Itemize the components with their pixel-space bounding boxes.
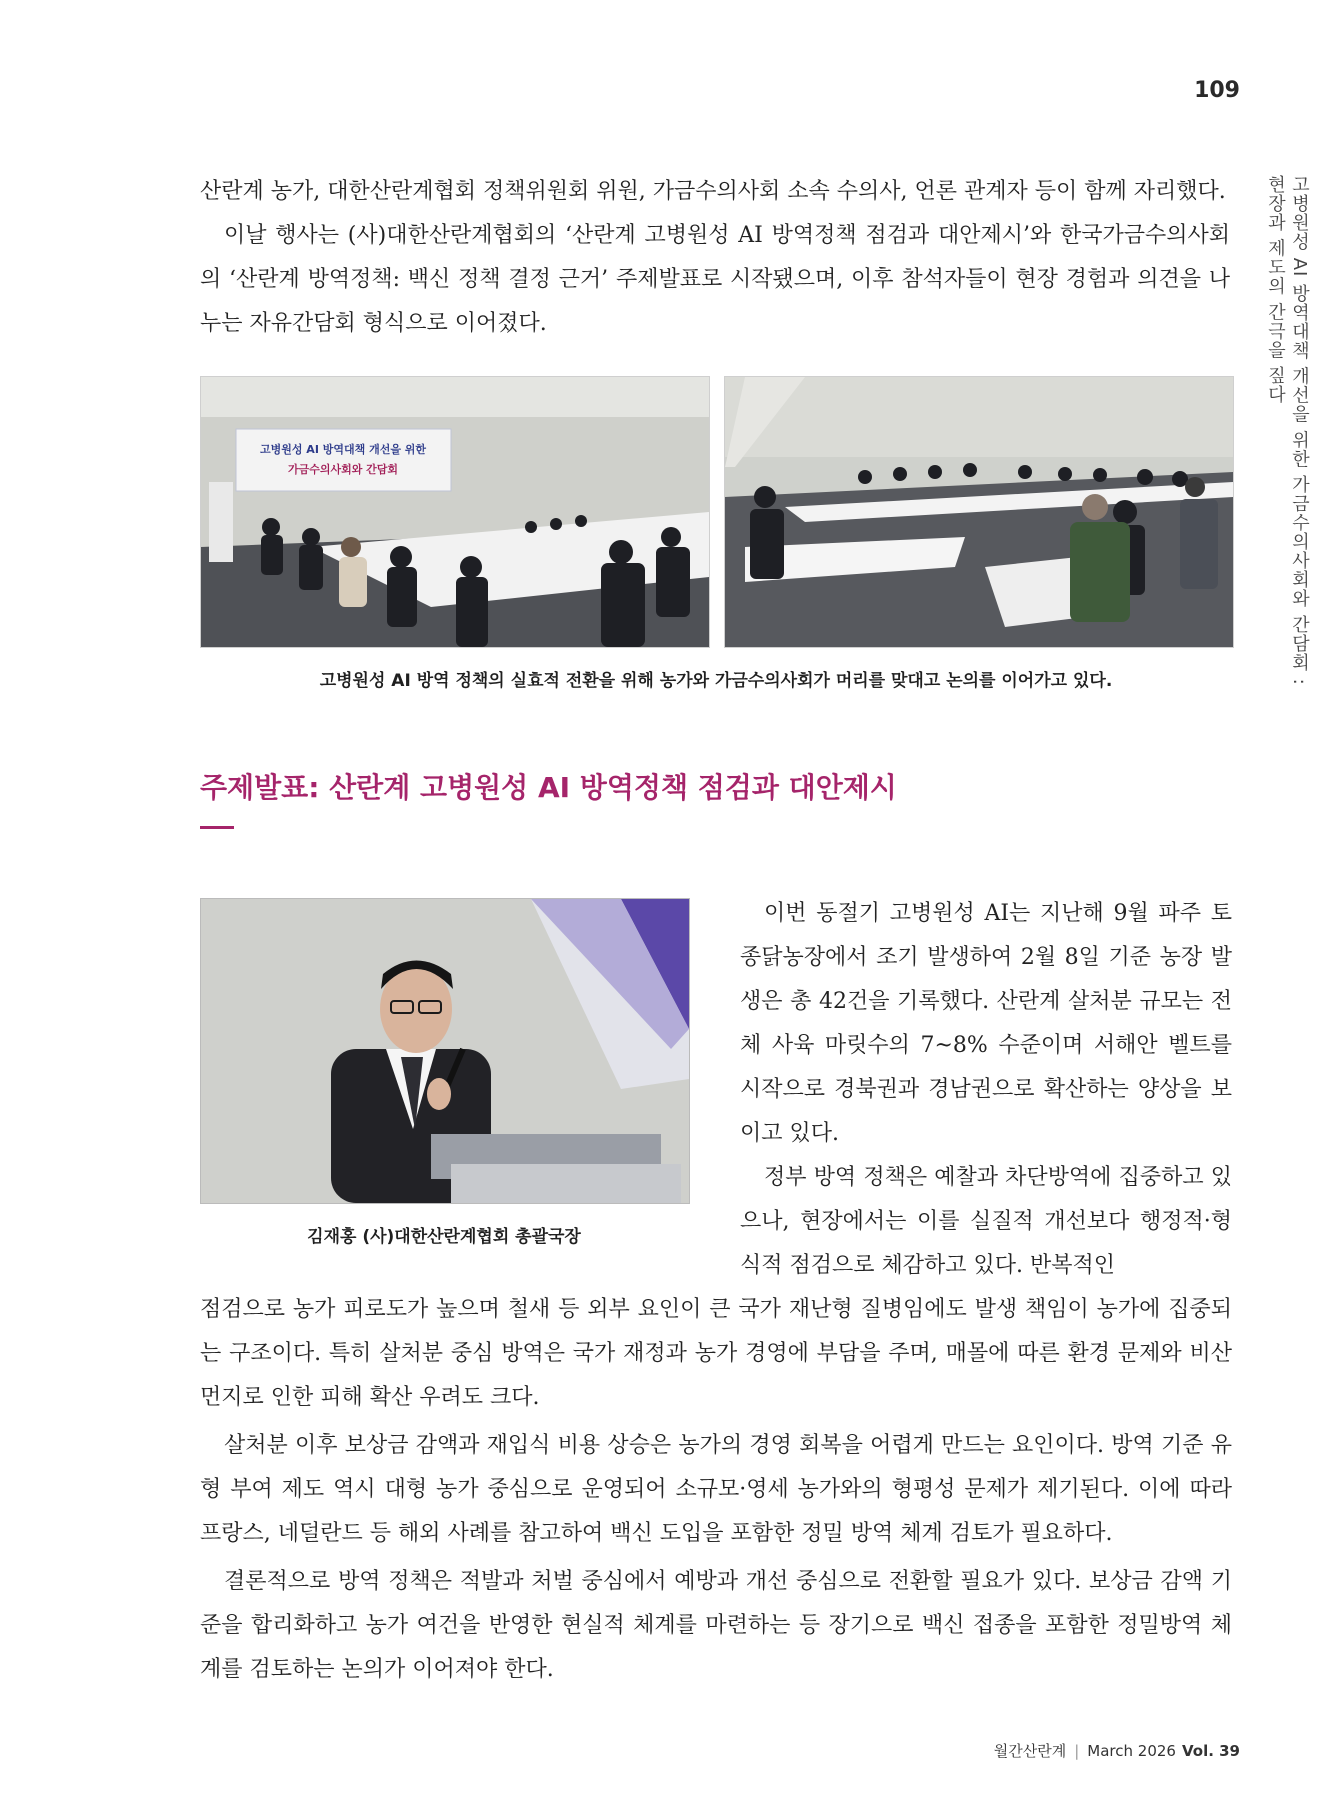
speaker-caption: 김재홍 (사)대한산란계협회 총괄국장 — [307, 1227, 581, 1247]
section-heading: 주제발표: 산란계 고병원성 AI 방역정책 점검과 대안제시 — [200, 771, 897, 804]
article-paragraph-2-top: 정부 방역 정책은 예찰과 차단방역에 집중하고 있으나, 현장에서는 이를 실질적 개선보다 행정적·형식적 점검으로 체감하고 있다. 반복적인 — [740, 1165, 1232, 1278]
photo-caption: 고병원성 AI 방역 정책의 실효적 전환을 위해 농가와 가금수의사회가 머리를 맞대고 논의를 이어가고 있다. — [319, 671, 1113, 691]
page-number: 109 — [1194, 78, 1240, 103]
meeting-photo-left — [200, 376, 710, 648]
intro-text — [200, 170, 1230, 346]
running-title — [1263, 175, 1311, 695]
footer-separator: | — [1074, 1742, 1080, 1760]
speaker-photo-graphic — [201, 899, 689, 1203]
meeting-photo-left-graphic — [201, 377, 709, 647]
article-column-full — [200, 1288, 1232, 1692]
running-title-line-2: 현장과 제도의 간극을 짚다 — [1265, 175, 1286, 405]
meeting-photo-right-graphic — [725, 377, 1233, 647]
banner-text-line-2: 가금수의사회와 간담회 — [287, 463, 399, 476]
running-title-line-1: 고병원성 AI 방역대책 개선을 위한 가금수의사회와 간담회 : — [1289, 175, 1310, 686]
heading-rule — [200, 826, 234, 829]
footer-issue: March 2026 — [1087, 1742, 1176, 1760]
footer-magazine-name: 월간산란계 — [993, 1742, 1067, 1760]
footer-volume: Vol. 39 — [1181, 1742, 1240, 1760]
article-column-right — [740, 892, 1232, 1288]
article-paragraph-4: 결론적으로 방역 정책은 적발과 처벌 중심에서 예방과 개선 중심으로 전환할 필요가 있다. 보상금 감액 기준을 합리화하고 농가 여건을 반영한 현실적 체계를 마련하는 등 장기으로 백신 접종을 포함한 정밀방역 체계를 검토하는 논의가 이어져야 한다. — [200, 1569, 1232, 1682]
article-paragraph-1: 이번 동절기 고병원성 AI는 지난해 9월 파주 토종닭농장에서 조기 발생하여 2월 8일 기준 농장 발생은 총 42건을 기록했다. 산란계 살처분 규모는 전체 사육 마릿수의 7~8% 수준이며 서해안 벨트를 시작으로 경북권과 경남권으로 확산하는 양상을 보이고 있다. — [740, 901, 1232, 1146]
article-paragraph-2-rest: 점검으로 농가 피로도가 높으며 철새 등 외부 요인이 큰 국가 재난형 질병임에도 발생 책임이 농가에 집중되는 구조이다. 특히 살처분 중심 방역은 국가 재정과 농가 경영에 부담을 주며, 매몰에 따른 환경 문제와 비산먼지로 인한 피해 확산 우려도 크다. — [200, 1297, 1232, 1410]
meeting-photo-right — [724, 376, 1234, 648]
banner-text-line-1: 고병원성 AI 방역대책 개선을 위한 — [259, 443, 427, 456]
page-footer — [900, 1740, 1240, 1761]
speaker-photo — [200, 898, 690, 1204]
intro-paragraph-1: 산란계 농가, 대한산란계협회 정책위원회 위원, 가금수의사회 소속 수의사, 언론 관계자 등이 함께 자리했다. — [200, 179, 1226, 204]
article-paragraph-3: 살처분 이후 보상금 감액과 재입식 비용 상승은 농가의 경영 회복을 어렵게 만드는 요인이다. 방역 기준 유형 부여 제도 역시 대형 농가 중심으로 운영되어 소규모·영세 농가와의 형평성 문제가 제기된다. 이에 따라 프랑스, 네덜란드 등 해외 사례를 참고하여 백신 도입을 포함한 정밀 방역 체계 검토가 필요하다. — [200, 1433, 1232, 1546]
intro-paragraph-2: 이날 행사는 (사)대한산란계협회의 ‘산란계 고병원성 AI 방역정책 점검과 대안제시’와 한국가금수의사회의 ‘산란계 방역정책: 백신 정책 결정 근거’ 주제발표로 시작됐으며, 이후 참석자들이 현장 경험과 의견을 나누는 자유간담회 형식으로 이어졌다. — [200, 223, 1230, 336]
